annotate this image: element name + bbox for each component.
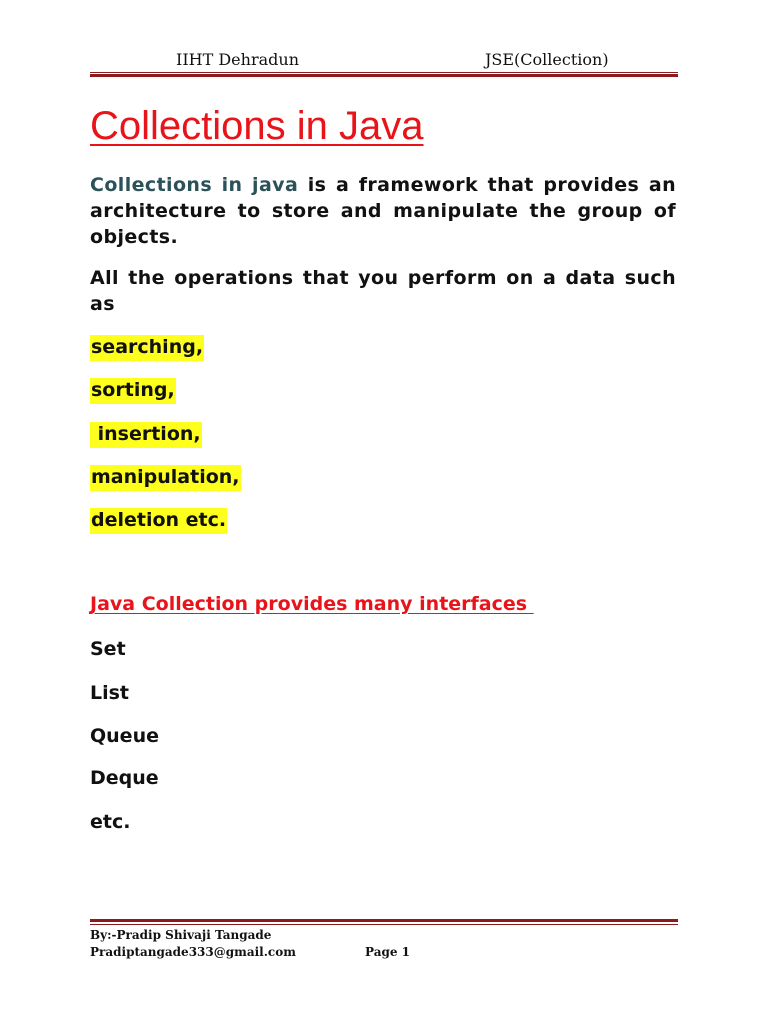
interface-item: Queue xyxy=(90,725,159,747)
header-institute: IIHT Dehradun xyxy=(176,50,299,69)
footer-email: Pradiptangade333@gmail.com xyxy=(90,945,296,959)
operation-label: sorting, xyxy=(90,378,176,404)
operation-item xyxy=(90,464,241,490)
interface-item: List xyxy=(90,682,130,704)
intro-term: Collections in java xyxy=(90,174,299,196)
interface-item: etc. xyxy=(90,811,131,833)
operation-label: manipulation, xyxy=(90,465,241,491)
footer-page-number: Page 1 xyxy=(365,945,411,959)
page-header xyxy=(90,48,678,72)
operation-label: searching, xyxy=(90,335,204,361)
operation-label: deletion etc. xyxy=(90,508,227,534)
interface-item: Set xyxy=(90,638,126,660)
footer-rule-thin xyxy=(90,924,678,925)
header-subject: JSE(Collection) xyxy=(485,50,609,69)
header-rule-thick xyxy=(90,74,678,77)
operation-item xyxy=(90,507,227,533)
operations-intro: All the operations that you perform on a data such as xyxy=(90,267,676,315)
page-title: Collections in Java xyxy=(90,104,424,148)
footer-author: By:-Pradip Shivaji Tangade xyxy=(90,928,272,942)
operation-item xyxy=(90,377,176,403)
intro-paragraph xyxy=(90,172,676,250)
operation-item xyxy=(90,421,202,447)
footer-rule-thick xyxy=(90,919,678,922)
intro-rest: is a framework that provides an architecture to store and manipulate the group of objects. xyxy=(90,174,676,248)
interface-item: Deque xyxy=(90,767,159,789)
operation-label: insertion, xyxy=(90,422,202,448)
operation-item xyxy=(90,334,204,360)
interfaces-heading: Java Collection provides many interfaces xyxy=(90,593,534,615)
header-rule-thin xyxy=(90,72,678,73)
